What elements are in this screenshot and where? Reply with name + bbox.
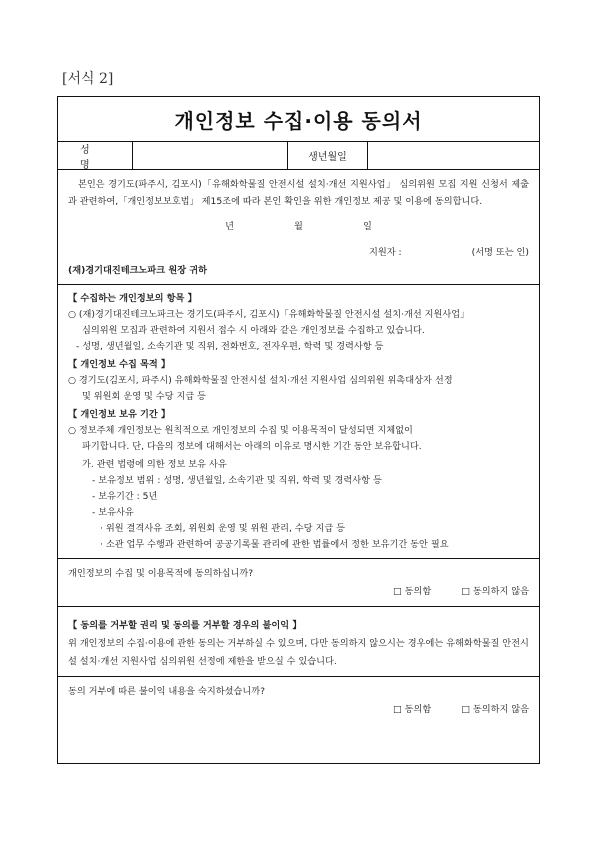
date-day-label: 일 bbox=[362, 221, 372, 232]
retention-line: ○ 정보주체 개인정보는 원칙적으로 개인정보의 수집 및 이용목적이 달성되면 지체없이 bbox=[68, 425, 413, 436]
retention-reason-item: · 위원 결격사유 조회, 위원회 운영 및 위원 관리, 수당 지급 등 bbox=[100, 523, 346, 534]
refusal-text: 위 개인정보의 수집·이용에 관한 동의는 거부하실 수 있으며, 다만 동의하지 않으시는 경우에는 유해화학물질 안전시설 설치·개선 지원사업 심의위원 선정에 제한을 받으실 수 있습니다. bbox=[68, 638, 529, 667]
consent-question-text: 개인정보의 수집 및 이용목적에 동의하십니까? bbox=[68, 568, 254, 579]
consent-form bbox=[57, 96, 540, 764]
privacy-details-section bbox=[58, 285, 539, 559]
birthdate-label: 생년월일 bbox=[288, 142, 368, 169]
name-field[interactable] bbox=[133, 142, 288, 169]
consent-statement-section bbox=[58, 170, 539, 285]
refusal-heading: 【 동의를 거부할 권리 및 동의를 거부할 경우의 불이익 】 bbox=[68, 620, 302, 631]
consent-options bbox=[68, 583, 529, 601]
purpose-line: ○ 경기도(김포시, 파주시) 유해화학물질 안전시설 설치·개선 지원사업 심의위원 위촉대상자 선정 bbox=[68, 375, 453, 386]
retention-heading: 【 개인정보 보유 기간 】 bbox=[68, 409, 171, 420]
retention-reason-line: - 보유사유 bbox=[92, 507, 134, 518]
date-year-label: 년 bbox=[225, 221, 235, 232]
date-line bbox=[68, 218, 529, 235]
applicant-signature-line bbox=[68, 244, 529, 261]
items-line: ○ (재)경기대진테크노파크는 경기도(파주시, 김포시)「유해화학물질 안전시설 설치·개선 지원사업」 bbox=[68, 309, 470, 320]
refusal-rights-section bbox=[58, 607, 539, 677]
agree-checkbox[interactable]: □ 동의함 bbox=[392, 704, 432, 715]
addressee: (재)경기대진테크노파크 원장 귀하 bbox=[68, 265, 208, 276]
purpose-line: 및 위원회 운영 및 수당 지급 등 bbox=[82, 391, 207, 402]
consent-question-2 bbox=[58, 677, 539, 724]
consent-question-1 bbox=[58, 559, 539, 607]
birthdate-field[interactable] bbox=[368, 142, 539, 169]
agree-checkbox[interactable]: □ 동의함 bbox=[392, 586, 432, 597]
form-title: 개인정보 수집·이용 동의서 bbox=[58, 97, 539, 142]
consent-statement: 본인은 경기도(파주시, 김포시)「유해화학물질 안전시설 설치·개선 지원사업」 심의위원 모집 지원 신청서 제출과 관련하여,「개인정보보호법」 제15조에 따라 본인 확인을 위한 개인정보 제공 및 이용에 동의합니다. bbox=[68, 179, 529, 207]
disagree-checkbox[interactable]: □ 동의하지 않음 bbox=[461, 586, 529, 597]
consent-options bbox=[68, 701, 529, 719]
retention-line: 파기합니다. 단, 다음의 정보에 대해서는 아래의 이유로 명시한 기간 동안 보유합니다. bbox=[82, 441, 422, 452]
applicant-info-row bbox=[58, 142, 539, 170]
items-heading: 【 수집하는 개인정보의 항목 】 bbox=[68, 293, 197, 304]
retention-reason-item: · 소관 업무 수행과 관련하여 공공기록물 관리에 관한 법률에서 정한 보유기간 동안 필요 bbox=[100, 539, 449, 550]
purpose-heading: 【 개인정보 수집 목적 】 bbox=[68, 359, 171, 370]
items-line: 심의위원 모집과 관련하여 지원서 접수 시 아래와 같은 개인정보를 수집하고 있습니다. bbox=[82, 325, 425, 336]
consent-question-text: 동의 거부에 따른 불이익 내용을 숙지하셨습니까? bbox=[68, 686, 265, 697]
retention-scope-line: - 보유정보 범위 : 성명, 생년월일, 소속기관 및 직위, 학력 및 경력사항 등 bbox=[92, 475, 382, 486]
name-label: 성명 bbox=[58, 142, 133, 169]
signature-label: (서명 또는 인) bbox=[471, 247, 529, 258]
form-number-label: [서식 2] bbox=[62, 71, 114, 87]
date-month-label: 월 bbox=[294, 221, 303, 232]
applicant-label: 지원자 : bbox=[368, 247, 402, 258]
retention-period-line: - 보유기간 : 5년 bbox=[92, 491, 158, 502]
law-basis-line: 가. 관련 법령에 의한 정보 보유 사유 bbox=[82, 459, 227, 470]
items-list-line: - 성명, 생년월일, 소속기관 및 직위, 전화번호, 전자우편, 학력 및 경력사항 등 bbox=[76, 341, 384, 352]
disagree-checkbox[interactable]: □ 동의하지 않음 bbox=[461, 704, 529, 715]
